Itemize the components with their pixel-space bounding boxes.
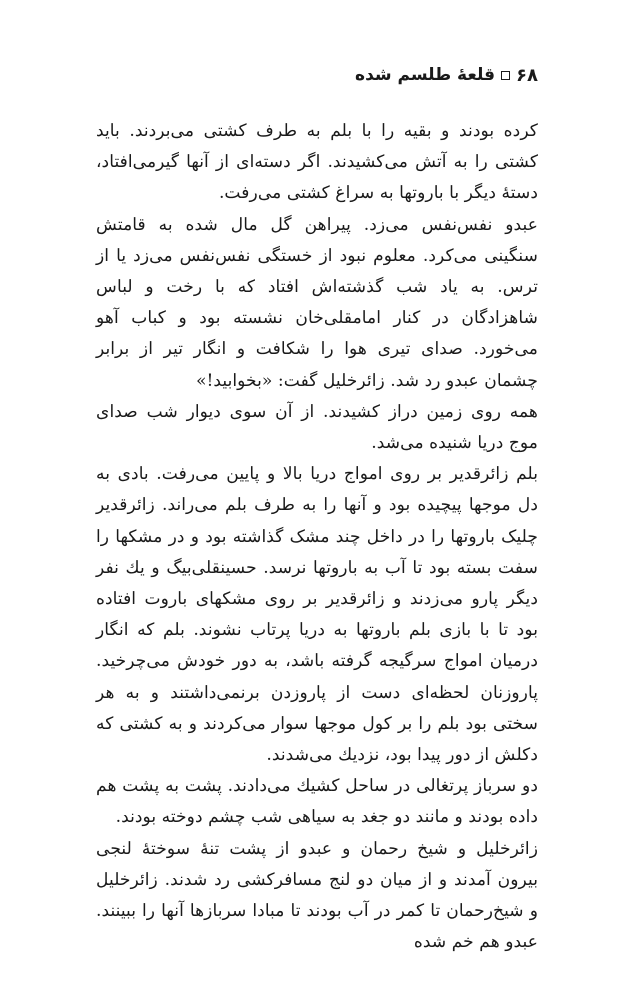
running-title: قلعهٔ طلسم شده bbox=[355, 65, 496, 85]
header-square-ornament bbox=[501, 71, 510, 80]
paragraph: دو سرباز پرتغالی در ساحل کشیك می‌دادند. پشت به پشت هم داده بودند و مانند دو جغد به سیاهی شب چشم دوخته بودند. bbox=[96, 776, 538, 828]
paragraph: زائرخلیل و شیخ رحمان و عبدو از پشت تنهٔ سوختهٔ لنجی بیرون آمدند و از میان دو لنج مسافرکشی رد شدند. زائرخلیل و شیخ‌رحمان تا کمر در آب بودند تا مبادا سربازها آنها را ببینند. عبدو هم خم شده bbox=[96, 838, 538, 953]
paragraph: عبدو نفس‌نفس می‌زد. پیراهن گل مال شده به قامتش سنگینی می‌کرد. معلوم نبود از خستگی نفس‌نفس می‌زد یا از ترس. به یاد شب گذشته‌اش افتاد که با رخت و لباس شاهزادگان در کنار امامقلی‌خان نشسته بود و کباب آهو می‌خورد. صدای تیری هوا را شکافت و انگار تیر از برابر چشمان عبدو رد شد. زائرخلیل گفت: «بخوابید!» bbox=[96, 214, 538, 391]
body-text bbox=[96, 116, 538, 958]
paragraph: کرده بودند و بقیه را با بلم به طرف کشتی می‌بردند. باید کشتی را به آتش می‌کشیدند. اگر دسته‌ای از آنها گیرمی‌افتاد، دستهٔ دیگر با باروتها به سراغ کشتی می‌رفت. bbox=[96, 121, 538, 204]
paragraph: همه روی زمین دراز کشیدند. از آن سوی دیوار شب صدای موج دریا شنیده می‌شد. bbox=[96, 401, 538, 454]
paragraph: بلم زائرقدیر بر روی امواج دریا بالا و پایین می‌رفت. بادی به دل موجها پیچیده بود و آنها را به طرف بلم می‌راند. زائرقدیر چلیک باروتها را در داخل چند مشک گذاشته بود و در مشکها را سفت بسته بود تا آب به باروتها نرسد. حسینقلی‌بیگ و یك نفر دیگر پارو می‌زدند و زائرقدیر بر روی مشکهای باروت افتاده بود تا با بازی بلم باروتها به دریا پرتاب نشوند. بلم که انگار درمیان امواج سرگیجه گرفته باشد، به دور خودش می‌چرخید. پاروزنان لحظه‌ای دست از پاروزدن برنمی‌داشتند و به هر سختی بود بلم را بر کول موجها سوار می‌کردند و به کشتی که دکلش از دور پیدا بود، نزدیك می‌شدند. bbox=[96, 464, 538, 766]
page-header bbox=[96, 58, 538, 92]
page-number: ۶۸ bbox=[516, 64, 538, 86]
